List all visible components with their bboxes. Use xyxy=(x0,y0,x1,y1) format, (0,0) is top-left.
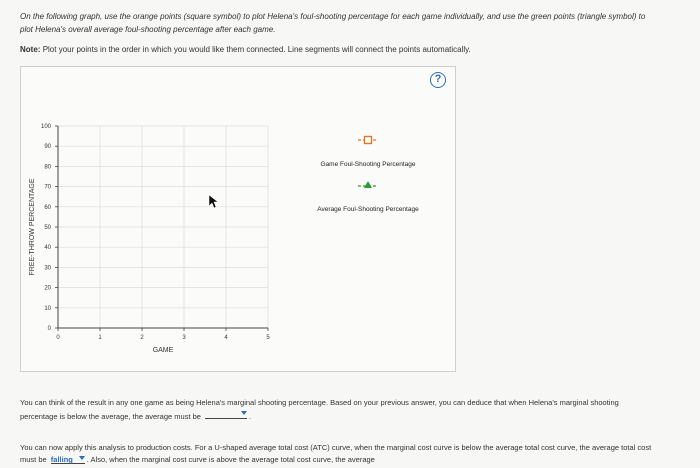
x-tick-label: 1 xyxy=(98,335,102,341)
paragraph-production-costs xyxy=(20,442,660,466)
note-label: Note: xyxy=(20,45,41,54)
y-tick-label: 80 xyxy=(44,164,51,171)
chevron-down-icon xyxy=(241,411,247,415)
chart-layer xyxy=(29,124,419,354)
paragraph1-tail: . xyxy=(249,412,252,421)
atc-direction-dropdown[interactable] xyxy=(51,454,85,464)
paragraph1-text: You can think of the result in any one game as being Helena's marginal shooting percentage. Based on your previous answer, you can deduce that when Helena's marginal shooting percentage is below the average, the average must be xyxy=(20,398,619,421)
note-text: Plot your points in the order in which you would like them connected. Line segments will connect the points automatically. xyxy=(42,45,471,54)
chevron-down-icon xyxy=(79,456,85,460)
y-tick-label: 0 xyxy=(47,326,51,332)
y-tick-label: 90 xyxy=(44,144,51,151)
paragraph-marginal-shooting xyxy=(20,397,640,423)
triangle-marker-icon xyxy=(364,181,372,188)
x-tick-label: 5 xyxy=(266,335,270,341)
help-icon[interactable]: ? xyxy=(430,72,446,88)
average-direction-dropdown[interactable] xyxy=(205,409,247,419)
y-tick-label: 30 xyxy=(44,265,51,272)
dropdown-value: falling xyxy=(50,455,73,464)
legend-label-game: Game Foul-Shooting Percentage xyxy=(320,161,416,168)
y-tick-label: 40 xyxy=(44,245,51,252)
y-tick-label: 20 xyxy=(44,285,51,292)
instructions-text: On the following graph, use the orange points (square symbol) to plot Helena's foul-shooting percentage for each game individually, and use the green points (triangle symbol) to plot Helena's overall average foul-shooting percentage after each game. xyxy=(20,12,646,34)
x-tick-label: 4 xyxy=(224,335,228,341)
x-tick-label: 0 xyxy=(56,335,60,341)
foul-shooting-chart[interactable] xyxy=(20,66,456,372)
cursor-icon xyxy=(209,195,218,208)
x-tick-label: 2 xyxy=(140,335,144,341)
note xyxy=(20,44,660,56)
y-tick-label: 70 xyxy=(44,184,51,191)
x-axis-title: GAME xyxy=(152,347,174,354)
y-tick-label: 10 xyxy=(44,305,51,312)
paragraph2-tail: . Also, when the marginal cost curve is above the average total cost curve, the average xyxy=(86,455,375,464)
y-tick-label: 50 xyxy=(44,225,51,231)
paragraph2-text: You can now apply this analysis to production costs. For a U-shaped average total cost (ATC) curve, when the marginal cost curve is below the average total cost curve, the average total cost must be xyxy=(20,443,652,464)
y-axis-title: FREE-THROW PERCENTAGE xyxy=(29,178,36,276)
y-tick-label: 60 xyxy=(44,204,51,211)
square-marker-icon xyxy=(365,137,372,144)
legend-label-average: Average Foul-Shooting Percentage xyxy=(317,206,419,213)
x-tick-label: 3 xyxy=(182,335,186,341)
y-tick-label: 100 xyxy=(40,124,51,130)
